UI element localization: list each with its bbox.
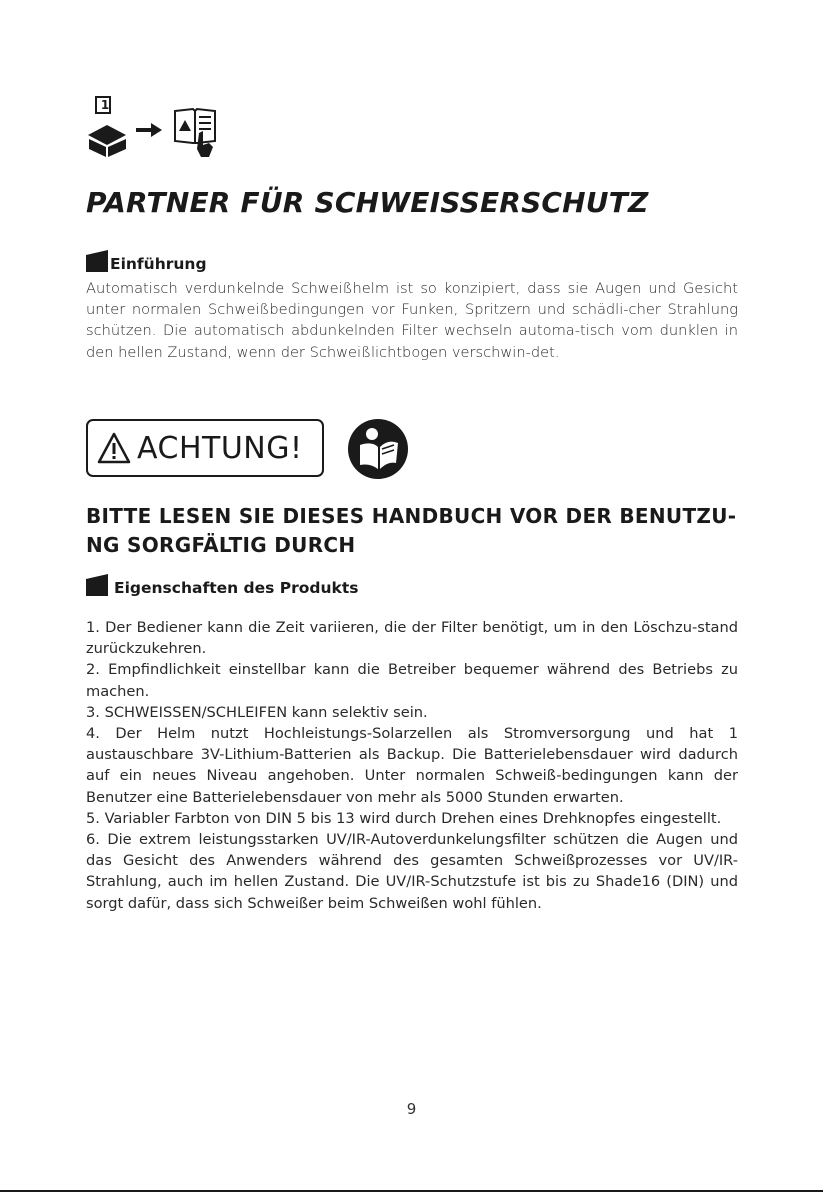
intro-heading-label: Einführung <box>110 255 207 273</box>
header-icons <box>86 95 226 160</box>
read-manual-icon <box>173 105 219 157</box>
features-heading-label: Eigenschaften des Produkts <box>114 579 359 597</box>
list-item: 5. Variabler Farbton von DIN 5 bis 13 wird durch Drehen eines Drehknopfes eingestellt. <box>86 809 722 827</box>
page-title: PARTNER FÜR SCHWEISSERSCHUTZ <box>86 186 649 219</box>
warning-box <box>86 419 324 477</box>
features-list <box>86 617 738 914</box>
list-item: 3. SCHWEISSEN/SCHLEIFEN kann selektiv sein. <box>86 703 428 721</box>
list-item: 4. Der Helm nutzt Hochleistungs-Solarzellen als Stromversorgung und hat 1 austauschbare 3V-Lithium-Batterien als Backup. Die Batterielebensdauer wird dadurch auf ein neues Niveau angehoben. Unter normalen Schweiß-bedingungen kann der Benutzer eine Batterielebensdauer von mehr als 5000 Stunden erwarten. <box>86 725 738 806</box>
page-number: 9 <box>406 1100 417 1118</box>
warning-label: ACHTUNG! <box>137 430 303 466</box>
section-marker-icon <box>86 250 108 272</box>
intro-heading <box>86 250 207 272</box>
list-item: 1. Der Bediener kann die Zeit variieren, die der Filter benötigt, um in den Löschzu-stand zurückzukehren. <box>86 619 738 658</box>
list-item: 6. Die extrem leistungsstarken UV/IR-Autoverdunkelungsfilter schützen die Augen und das Gesicht des Anwenders während des gesamten Schweißprozesses vor UV/IR-Strahlung, auch im hellen Zustand. Die UV/IR-Schutzstufe ist bis zu Shade16 (DIN) und sorgt dafür, dass sich Schweißer beim Schweißen wohl fühlen. <box>86 831 738 912</box>
intro-text: Automatisch verdunkelnde Schweißhelm ist so konzipiert, dass sie Augen und Gesicht unter normalen Schweißbedingungen vor Funken, Spritzern und schädli-cher Strahlung schützen. Die automatisch abdunkelnden Filter wechseln automa-tisch vom dunklen in den hellen Zustand, wenn der Schweißlichtbogen verschwin-det. <box>86 280 738 361</box>
section-marker-icon <box>86 574 108 596</box>
read-instructions-icon <box>348 419 408 479</box>
warning-triangle-icon <box>97 432 131 464</box>
list-item: 2. Empfindlichkeit einstellbar kann die Betreiber bequemer während des Betriebs zu machen. <box>86 661 738 700</box>
read-manual-notice: BITTE LESEN SIE DIESES HANDBUCH VOR DER BENUTZU-NG SORGFÄLTIG DURCH <box>86 504 737 557</box>
step-number: 1 <box>100 98 110 112</box>
features-heading <box>86 574 359 596</box>
arrow-right-icon <box>136 123 162 137</box>
